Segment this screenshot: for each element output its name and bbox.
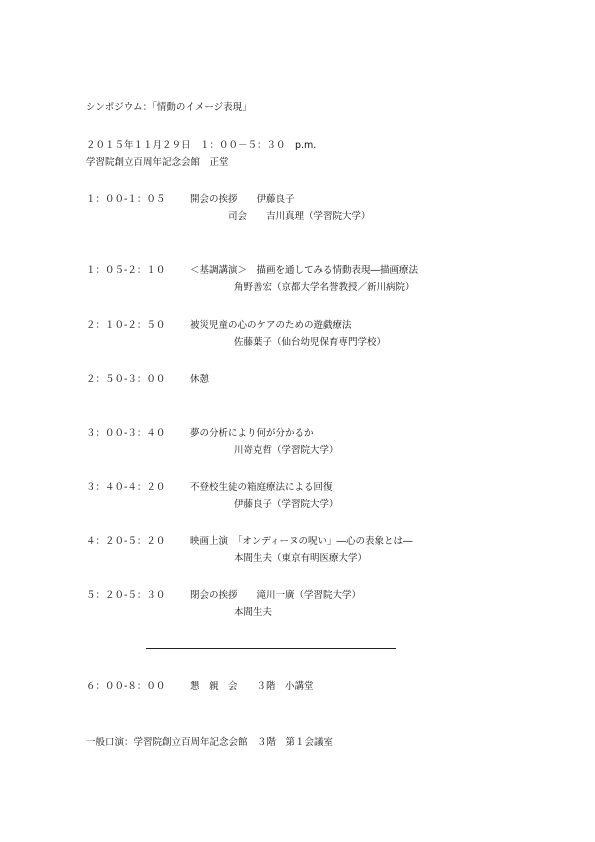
schedule-time: ３：４０-４：２０ — [86, 482, 166, 493]
schedule-time: ４：２０-５：２０ — [86, 536, 166, 547]
schedule-presenter: 本間生夫（東京有明医療大学） — [234, 553, 368, 564]
schedule-title: 被災児童の心のケアのための遊戯療法 — [190, 320, 352, 331]
schedule-title: 閉会の挨拶 滝川一廣（学習院大学） — [190, 590, 362, 601]
general-talks-line: 一般口演：学習院創立百周年記念会館 ３階 第１会議室 — [86, 737, 334, 748]
reception-title: 懇 親 会 ３階 小講堂 — [190, 681, 314, 692]
reception-time: ６：００-８：００ — [86, 681, 166, 692]
symposium-title: シンポジウム：「情動のイメージ表現」 — [86, 102, 252, 113]
schedule-title: 映画上演 「オンディーヌの呪い」―心の表象とは― — [190, 536, 413, 547]
schedule-presenter: 佐藤葉子（仙台幼児保育専門学校） — [234, 337, 387, 348]
schedule-time: ２：５０-３：００ — [86, 374, 166, 385]
schedule-presenter: 本間生夫 — [234, 607, 273, 618]
schedule-time: ２：１０-２：５０ — [86, 320, 166, 331]
schedule-title: 不登校生徒の箱庭療法による回復 — [190, 482, 333, 493]
schedule-title: 休憩 — [190, 374, 210, 385]
schedule-time: １：００-１：０５ — [86, 194, 166, 205]
divider-line — [146, 648, 396, 649]
schedule-presenter: 川嵜克哲（学習院大学） — [234, 445, 339, 456]
schedule-title: 夢の分析により何が分かるか — [190, 428, 314, 439]
schedule-presenter: 角野善宏（京都大学名誉教授／新川病院） — [234, 282, 415, 293]
venue-line: 学習院創立百周年記念会館 正堂 — [86, 157, 229, 168]
date-line: ２０１５年１１月２９日 １：００－５：３０ p.m. — [86, 140, 317, 151]
schedule-time: ５：２０-５：３０ — [86, 590, 166, 601]
schedule-presenter: 司会 吉川真理（学習院大学） — [228, 211, 371, 222]
schedule-time: １：０５-２：１０ — [86, 265, 166, 276]
schedule-title: ＜基調講演＞ 描画を通してみる情動表現―描画療法 — [190, 265, 419, 276]
schedule-time: ３：００-３：４０ — [86, 428, 166, 439]
schedule-presenter: 伊藤良子（学習院大学） — [234, 499, 339, 510]
schedule-title: 開会の挨拶 伊藤良子 — [190, 194, 295, 205]
